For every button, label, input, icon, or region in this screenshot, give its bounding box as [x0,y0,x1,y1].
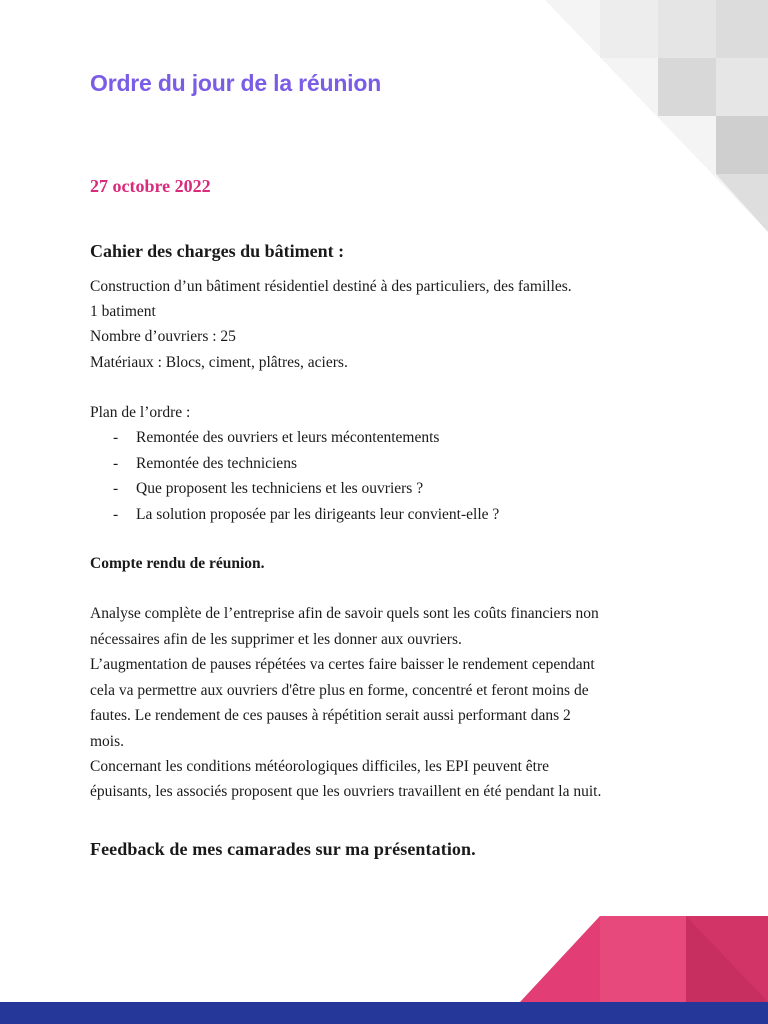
specs-line: Matériaux : Blocs, ciment, plâtres, aciers. [90,354,348,371]
specs-line: Construction d’un bâtiment résidentiel destiné à des particuliers, des familles. [90,278,572,295]
report-line: Analyse complète de l’entreprise afin de savoir quels sont les coûts financiers non [90,605,599,622]
meeting-date: 27 octobre 2022 [90,176,211,196]
top-right-gray-squares [545,0,768,232]
report-line: épuisants, les associés proposent que les ouvriers travaillent en été pendant la nuit. [90,783,602,800]
report-line: nécessaires afin de les supprimer et les donner aux ouvriers. [90,631,462,648]
bullet-dash: - [113,429,119,446]
plan-item [113,429,439,447]
specs-line: Nombre d’ouvriers : 25 [90,328,236,345]
page-title: Ordre du jour de la réunion [90,70,382,96]
report-line: L’augmentation de pauses répétées va certes faire baisser le rendement cependant [90,656,595,673]
bullet-dash: - [113,506,119,523]
plan-item-text: Que proposent les techniciens et les ouvriers ? [136,480,424,497]
plan-item-text: Remontée des techniciens [136,455,297,472]
plan-item-text: Remontée des ouvriers et leurs mécontentements [136,429,440,446]
footer-bar [0,1002,768,1024]
report-line: cela va permettre aux ouvriers d'être plus en forme, concentré et feront moins de [90,682,589,699]
specs-line: 1 batiment [90,303,156,320]
plan-label: Plan de l’ordre : [90,404,191,421]
feedback-heading: Feedback de mes camarades sur ma présentation. [90,839,476,859]
plan-item [113,455,297,473]
report-line: Concernant les conditions météorologiques difficiles, les EPI peuvent être [90,758,549,775]
plan-item [113,480,423,498]
report-heading: Compte rendu de réunion. [90,555,265,572]
plan-item-text: La solution proposée par les dirigeants leur convient-elle ? [136,506,500,523]
report-line: fautes. Le rendement de ces pauses à répétition serait aussi performant dans 2 [90,707,571,724]
bottom-right-pink-shapes [520,916,768,1002]
plan-item [113,506,499,524]
specs-heading: Cahier des charges du bâtiment : [90,241,345,261]
bullet-dash: - [113,455,119,472]
report-line: mois. [90,733,125,750]
bullet-dash: - [113,480,119,497]
